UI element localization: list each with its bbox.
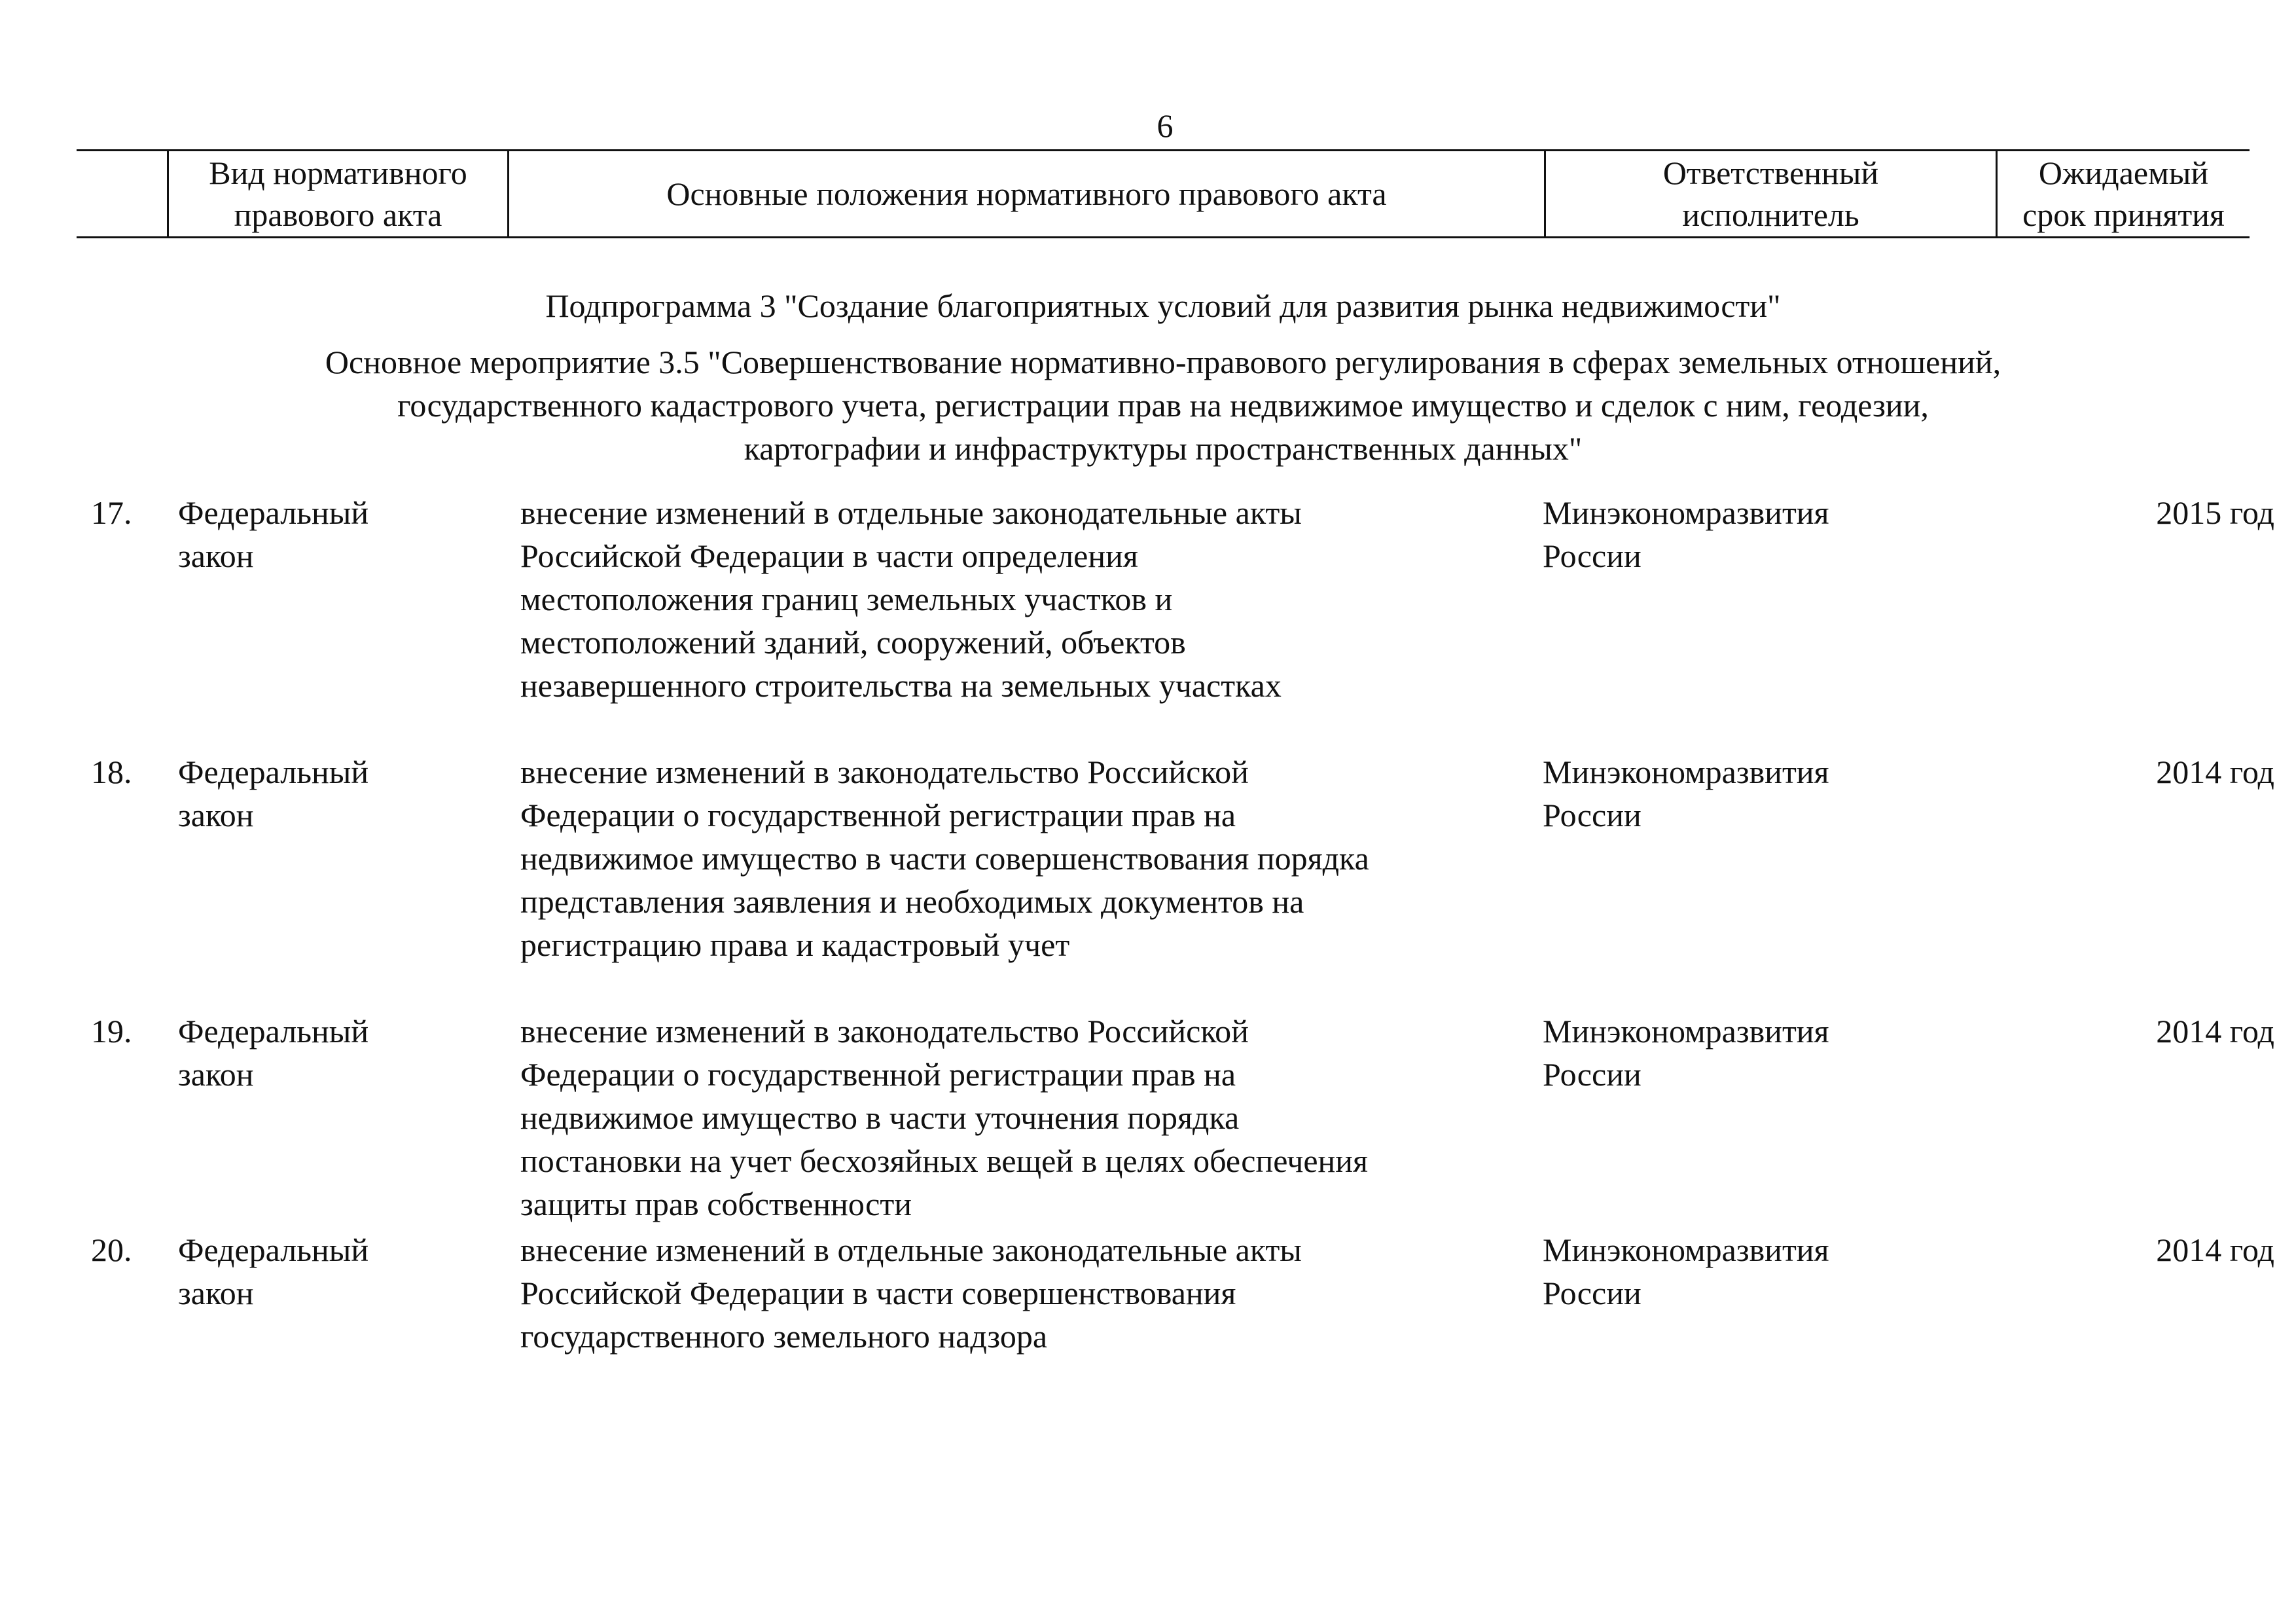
row-responsible-line: России bbox=[1543, 538, 1641, 574]
row-description bbox=[520, 1228, 1620, 1358]
row-expected-date: 2014 год bbox=[2156, 754, 2274, 790]
subprogram-title: Подпрограмма 3 "Создание благоприятных условий для развития рынка недвижимости" bbox=[545, 287, 1781, 324]
header-number-column bbox=[77, 151, 167, 236]
row-description-line: внесение изменений в законодательство Российской bbox=[520, 754, 1249, 790]
row-act-type-line: Федеральный bbox=[178, 754, 369, 790]
row-expected-date: 2015 год bbox=[2156, 494, 2274, 531]
row-description-line: внесение изменений в отдельные законодательные акты bbox=[520, 1231, 1302, 1268]
row-responsible bbox=[1543, 1010, 2001, 1096]
header-expected-date-line1: Ожидаемый bbox=[2038, 155, 2209, 191]
row-expected-date: 2014 год bbox=[2156, 1231, 2274, 1268]
row-responsible-line: Минэкономразвития bbox=[1543, 494, 1829, 531]
main-event-line3: картографии и инфраструктуры пространственных данных" bbox=[744, 430, 1583, 467]
row-responsible-line: России bbox=[1543, 1275, 1641, 1311]
row-number: 20. bbox=[91, 1231, 132, 1268]
header-main-provisions: Основные положения нормативного правового акта bbox=[507, 151, 1544, 236]
row-description-line: недвижимое имущество в части совершенствования порядка bbox=[520, 840, 1369, 877]
row-description-line: защиты прав собственности bbox=[520, 1186, 912, 1222]
row-description-line: Российской Федерации в части определения bbox=[520, 538, 1138, 574]
row-act-type-line: закон bbox=[178, 538, 254, 574]
row-responsible-line: России bbox=[1543, 1056, 1641, 1093]
row-number: 19. bbox=[91, 1013, 132, 1049]
row-act-type-line: закон bbox=[178, 1275, 254, 1311]
row-act-type-line: Федеральный bbox=[178, 1013, 369, 1049]
row-responsible-line: Минэкономразвития bbox=[1543, 754, 1829, 790]
row-description bbox=[520, 1010, 1620, 1226]
row-act-type bbox=[178, 491, 518, 577]
row-description-line: регистрацию права и кадастровый учет bbox=[520, 926, 1070, 963]
row-number: 17. bbox=[91, 494, 132, 531]
row-expected-date: 2014 год bbox=[2156, 1013, 2274, 1049]
row-responsible-line: Минэкономразвития bbox=[1543, 1231, 1829, 1268]
header-responsible bbox=[1544, 151, 1996, 236]
row-act-type bbox=[178, 1228, 518, 1315]
page-number: 6 bbox=[1157, 107, 1174, 144]
row-description-line: внесение изменений в законодательство Российской bbox=[520, 1013, 1249, 1049]
row-description-line: постановки на учет бесхозяйных вещей в целях обеспечения bbox=[520, 1142, 1369, 1179]
header-act-type-line2: правового акта bbox=[234, 196, 442, 233]
row-description-line: незавершенного строительства на земельных участках bbox=[520, 667, 1282, 704]
row-description bbox=[520, 750, 1620, 966]
row-responsible bbox=[1543, 491, 2001, 577]
row-description-line: Федерации о государственной регистрации прав на bbox=[520, 1056, 1236, 1093]
row-responsible-line: России bbox=[1543, 797, 1641, 833]
row-act-type bbox=[178, 750, 518, 837]
row-description-line: местоположений зданий, сооружений, объектов bbox=[520, 624, 1186, 661]
row-description-line: государственного земельного надзора bbox=[520, 1318, 1048, 1355]
header-responsible-line1: Ответственный bbox=[1662, 155, 1879, 191]
main-event-line2: государственного кадастрового учета, регистрации прав на недвижимое имущество и сделок с ним, геодезии, bbox=[397, 387, 1929, 424]
header-act-type bbox=[167, 151, 507, 236]
row-description bbox=[520, 491, 1620, 707]
table-header bbox=[77, 149, 2250, 238]
main-event-title bbox=[77, 340, 2250, 470]
row-act-type-line: Федеральный bbox=[178, 494, 369, 531]
row-responsible bbox=[1543, 1228, 2001, 1315]
header-responsible-line2: исполнитель bbox=[1682, 196, 1859, 233]
row-description-line: внесение изменений в отдельные законодательные акты bbox=[520, 494, 1302, 531]
row-description-line: местоположения границ земельных участков и bbox=[520, 581, 1173, 617]
row-number: 18. bbox=[91, 754, 132, 790]
row-responsible bbox=[1543, 750, 2001, 837]
header-expected-date bbox=[1996, 151, 2250, 236]
row-act-type-line: закон bbox=[178, 1056, 254, 1093]
row-act-type-line: Федеральный bbox=[178, 1231, 369, 1268]
row-description-line: Российской Федерации в части совершенствования bbox=[520, 1275, 1236, 1311]
header-act-type-line1: Вид нормативного bbox=[209, 155, 467, 191]
row-act-type-line: закон bbox=[178, 797, 254, 833]
header-expected-date-line2: срок принятия bbox=[2022, 196, 2225, 233]
row-description-line: представления заявления и необходимых документов на bbox=[520, 883, 1304, 920]
row-responsible-line: Минэкономразвития bbox=[1543, 1013, 1829, 1049]
main-event-line1: Основное мероприятие 3.5 "Совершенствование нормативно-правового регулирования в сферах земельных отношений, bbox=[325, 344, 2001, 380]
row-description-line: недвижимое имущество в части уточнения порядка bbox=[520, 1099, 1240, 1136]
row-act-type bbox=[178, 1010, 518, 1096]
row-description-line: Федерации о государственной регистрации прав на bbox=[520, 797, 1236, 833]
